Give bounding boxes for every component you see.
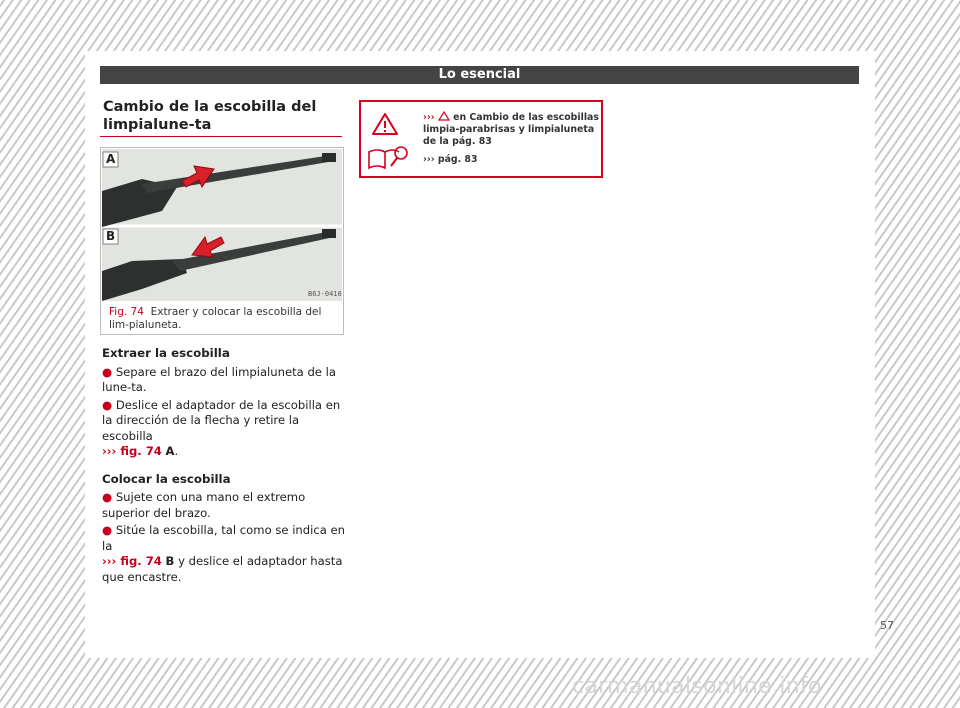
figure-link[interactable]: ››› fig. 74 [102,554,162,568]
inline-warning-icon [438,111,450,121]
notice-text-page-ref[interactable]: ››› pág. 83 [423,154,478,165]
notice-box [359,100,603,178]
list-item: ● Sitúe la escobilla, tal como se indica en la ››› fig. 74 B y deslice el adaptador hasta que encastre. [102,523,346,584]
panel-label-b: B [106,229,116,243]
list-item: ● Sujete con una mano el extremo superior del brazo. [102,490,306,520]
notice-text-warning[interactable]: ››› en Cambio de las escobillas limpia-parabrisas y limpialuneta de la pág. 83 [423,112,599,147]
warning-triangle-icon [371,112,399,136]
wiper-photo [102,149,342,301]
figure-caption [109,306,335,332]
wiper-illustration [102,149,342,301]
figure-caption-text: Extraer y colocar la escobilla del lim-pialuneta. [109,306,322,331]
page-title: Cambio de la escobilla del limpialune-ta [103,99,317,133]
page-number: 57 [880,619,894,632]
figure-code: B6J-0410 [308,290,342,298]
watermark: carmanualsonline.info [572,674,822,699]
section-heading-fit: Colocar la escobilla [102,471,231,486]
figure-link[interactable]: ››› fig. 74 [102,444,162,458]
section-heading-remove: Extraer la escobilla [102,346,230,360]
figure-caption-ref: Fig. 74 [109,306,144,318]
list-item: ● Deslice el adaptador de la escobilla en la dirección de la flecha y retire la escobilla ››› fig. 74 A. [102,397,341,458]
figure-74 [100,147,344,335]
book-magnifier-icon [367,144,411,170]
list-item: ● Separe el brazo del limpialuneta de la lune-ta. [102,364,336,394]
title-divider [100,136,342,137]
section-header: Lo esencial [100,66,859,84]
instructions [102,346,347,587]
panel-label-a: A [106,152,116,166]
